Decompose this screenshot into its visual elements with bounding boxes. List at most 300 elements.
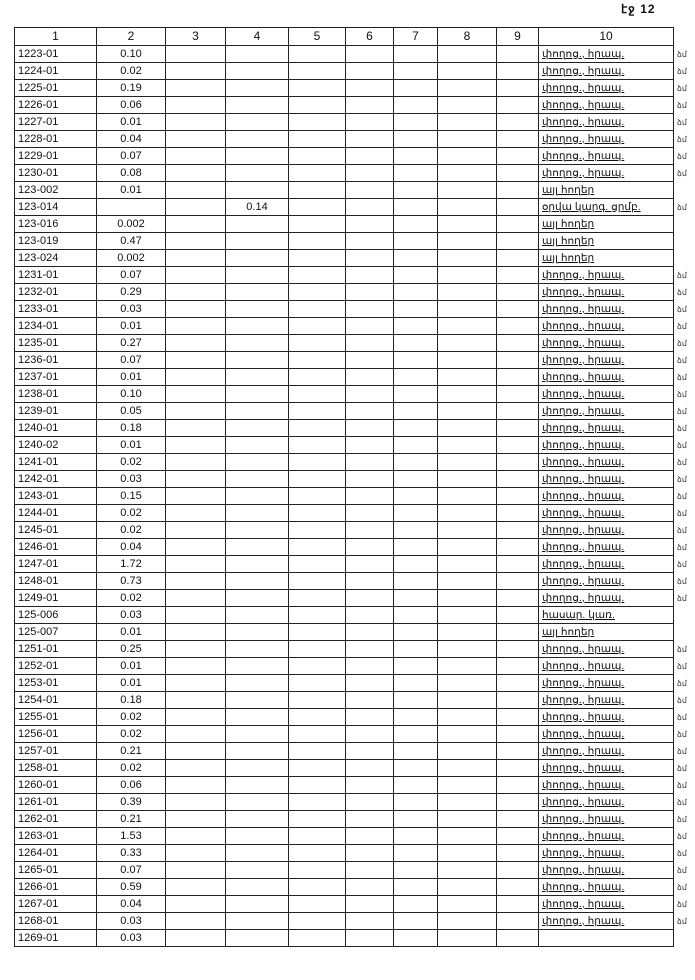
empty-cell	[289, 862, 346, 879]
empty-cell	[289, 641, 346, 658]
land-use: փողոց., հրապ.	[539, 913, 674, 930]
area-value-col4	[226, 114, 289, 131]
parcel-code: 125-006	[15, 607, 97, 624]
empty-cell	[289, 301, 346, 318]
land-use: փողոց., հրապ.	[539, 318, 674, 335]
empty-cell	[438, 403, 497, 420]
margin-mark: ձմ	[677, 865, 687, 875]
area-value-col4	[226, 46, 289, 63]
empty-cell	[438, 539, 497, 556]
margin-mark: ձմ	[677, 814, 687, 824]
table-row	[15, 318, 674, 335]
empty-cell	[166, 267, 226, 284]
empty-cell	[394, 114, 438, 131]
empty-cell	[166, 658, 226, 675]
column-header-7: 7	[394, 28, 438, 46]
table-row	[15, 403, 674, 420]
table-row	[15, 46, 674, 63]
area-value-col4	[226, 828, 289, 845]
empty-cell	[346, 403, 394, 420]
empty-cell	[394, 845, 438, 862]
margin-mark: ձմ	[677, 899, 687, 909]
empty-cell	[497, 743, 539, 760]
empty-cell	[438, 743, 497, 760]
empty-cell	[438, 386, 497, 403]
empty-cell	[289, 182, 346, 199]
area-value-col4	[226, 386, 289, 403]
empty-cell	[394, 913, 438, 930]
land-use: փողոց., հրապ.	[539, 726, 674, 743]
parcel-code: 1229-01	[15, 148, 97, 165]
empty-cell	[166, 539, 226, 556]
margin-mark: ձմ	[677, 916, 687, 926]
empty-cell	[438, 335, 497, 352]
empty-cell	[166, 301, 226, 318]
empty-cell	[166, 114, 226, 131]
empty-cell	[289, 539, 346, 556]
land-use: փողոց., հրապ.	[539, 454, 674, 471]
land-use: փողոց., հրապ.	[539, 131, 674, 148]
empty-cell	[289, 114, 346, 131]
area-value: 0.25	[97, 641, 166, 658]
margin-mark: ձմ	[677, 746, 687, 756]
empty-cell	[497, 63, 539, 80]
area-value-col4	[226, 369, 289, 386]
area-value: 0.02	[97, 709, 166, 726]
empty-cell	[394, 556, 438, 573]
table-row	[15, 233, 674, 250]
empty-cell	[394, 471, 438, 488]
area-value: 0.02	[97, 726, 166, 743]
land-use: փողոց., հրապ.	[539, 811, 674, 828]
table-row	[15, 556, 674, 573]
empty-cell	[346, 539, 394, 556]
area-value: 0.03	[97, 471, 166, 488]
empty-cell	[438, 726, 497, 743]
empty-cell	[346, 369, 394, 386]
area-value: 0.02	[97, 590, 166, 607]
margin-mark: ձմ	[677, 134, 687, 144]
parcel-code: 1243-01	[15, 488, 97, 505]
area-value-col4	[226, 726, 289, 743]
area-value-col4	[226, 794, 289, 811]
empty-cell	[289, 726, 346, 743]
parcel-code: 1248-01	[15, 573, 97, 590]
land-use: փողոց., հրապ.	[539, 556, 674, 573]
empty-cell	[438, 896, 497, 913]
table-row	[15, 284, 674, 301]
empty-cell	[497, 403, 539, 420]
empty-cell	[166, 845, 226, 862]
table-row	[15, 862, 674, 879]
area-value-col4	[226, 471, 289, 488]
land-use: փողոց., հրապ.	[539, 879, 674, 896]
table-row	[15, 794, 674, 811]
table-row	[15, 148, 674, 165]
empty-cell	[166, 182, 226, 199]
empty-cell	[497, 726, 539, 743]
empty-cell	[497, 590, 539, 607]
land-use: փողոց., հրապ.	[539, 743, 674, 760]
empty-cell	[346, 522, 394, 539]
empty-cell	[497, 131, 539, 148]
empty-cell	[438, 522, 497, 539]
margin-mark: ձմ	[677, 423, 687, 433]
area-value-col4	[226, 335, 289, 352]
empty-cell	[289, 216, 346, 233]
empty-cell	[438, 862, 497, 879]
empty-cell	[166, 607, 226, 624]
parcel-code: 1224-01	[15, 63, 97, 80]
column-header-10: 10	[539, 28, 674, 46]
empty-cell	[166, 896, 226, 913]
area-value-col4	[226, 437, 289, 454]
empty-cell	[394, 403, 438, 420]
empty-cell	[438, 318, 497, 335]
empty-cell	[394, 641, 438, 658]
margin-mark: ձմ	[677, 474, 687, 484]
empty-cell	[289, 777, 346, 794]
area-value-col4	[226, 862, 289, 879]
area-value-col4	[226, 675, 289, 692]
table-row	[15, 488, 674, 505]
parcel-code: 1246-01	[15, 539, 97, 556]
empty-cell	[497, 811, 539, 828]
table-row	[15, 335, 674, 352]
parcel-code: 1232-01	[15, 284, 97, 301]
empty-cell	[346, 692, 394, 709]
empty-cell	[497, 97, 539, 114]
empty-cell	[289, 148, 346, 165]
empty-cell	[166, 930, 226, 947]
empty-cell	[166, 199, 226, 216]
area-value: 0.01	[97, 624, 166, 641]
area-value-col4	[226, 760, 289, 777]
table-row	[15, 811, 674, 828]
parcel-code: 1238-01	[15, 386, 97, 403]
empty-cell	[497, 284, 539, 301]
empty-cell	[289, 590, 346, 607]
empty-cell	[289, 522, 346, 539]
area-value: 0.21	[97, 811, 166, 828]
empty-cell	[289, 131, 346, 148]
empty-cell	[346, 165, 394, 182]
empty-cell	[289, 386, 346, 403]
empty-cell	[394, 607, 438, 624]
land-use: փողոց., հրապ.	[539, 403, 674, 420]
empty-cell	[497, 216, 539, 233]
land-use: այլ հողեր	[539, 624, 674, 641]
empty-cell	[497, 454, 539, 471]
empty-cell	[166, 148, 226, 165]
empty-cell	[289, 794, 346, 811]
area-value-col4	[226, 233, 289, 250]
empty-cell	[346, 777, 394, 794]
margin-mark: ձմ	[677, 780, 687, 790]
area-value-col4	[226, 131, 289, 148]
land-use: փողոց., հրապ.	[539, 46, 674, 63]
table-row	[15, 777, 674, 794]
area-value-col4	[226, 267, 289, 284]
empty-cell	[166, 709, 226, 726]
table-row	[15, 845, 674, 862]
area-value-col4	[226, 658, 289, 675]
land-use: փողոց., հրապ.	[539, 80, 674, 97]
empty-cell	[289, 233, 346, 250]
land-parcel-table	[14, 27, 674, 947]
area-value: 0.02	[97, 522, 166, 539]
empty-cell	[394, 182, 438, 199]
empty-cell	[438, 658, 497, 675]
parcel-code: 123-024	[15, 250, 97, 267]
column-header-1: 1	[15, 28, 97, 46]
empty-cell	[394, 97, 438, 114]
empty-cell	[438, 148, 497, 165]
empty-cell	[497, 420, 539, 437]
area-value: 0.21	[97, 743, 166, 760]
table-row	[15, 760, 674, 777]
empty-cell	[394, 437, 438, 454]
empty-cell	[346, 726, 394, 743]
empty-cell	[394, 131, 438, 148]
empty-cell	[289, 607, 346, 624]
empty-cell	[497, 777, 539, 794]
empty-cell	[166, 403, 226, 420]
land-use: փողոց., հրապ.	[539, 284, 674, 301]
empty-cell	[346, 335, 394, 352]
parcel-code: 1258-01	[15, 760, 97, 777]
parcel-code: 1223-01	[15, 46, 97, 63]
area-value-col4	[226, 301, 289, 318]
empty-cell	[289, 505, 346, 522]
empty-cell	[394, 199, 438, 216]
parcel-code: 1260-01	[15, 777, 97, 794]
parcel-code: 123-016	[15, 216, 97, 233]
table-row	[15, 471, 674, 488]
empty-cell	[166, 862, 226, 879]
empty-cell	[346, 46, 394, 63]
empty-cell	[289, 556, 346, 573]
empty-cell	[438, 641, 497, 658]
empty-cell	[346, 573, 394, 590]
parcel-code: 1249-01	[15, 590, 97, 607]
empty-cell	[166, 743, 226, 760]
empty-cell	[166, 590, 226, 607]
area-value: 0.01	[97, 437, 166, 454]
margin-mark: ձմ	[677, 763, 687, 773]
table-row	[15, 114, 674, 131]
area-value: 0.01	[97, 318, 166, 335]
margin-mark: ձմ	[677, 287, 687, 297]
empty-cell	[166, 913, 226, 930]
land-use: փողոց., հրապ.	[539, 165, 674, 182]
empty-cell	[166, 505, 226, 522]
area-value: 1.53	[97, 828, 166, 845]
table-row	[15, 641, 674, 658]
empty-cell	[497, 896, 539, 913]
parcel-code: 1228-01	[15, 131, 97, 148]
empty-cell	[346, 505, 394, 522]
empty-cell	[394, 46, 438, 63]
land-use: այլ հողեր	[539, 216, 674, 233]
empty-cell	[394, 794, 438, 811]
empty-cell	[438, 80, 497, 97]
empty-cell	[166, 352, 226, 369]
empty-cell	[497, 573, 539, 590]
empty-cell	[497, 930, 539, 947]
land-use: փողոց., հրապ.	[539, 641, 674, 658]
land-use: փողոց., հրապ.	[539, 352, 674, 369]
column-header-2: 2	[97, 28, 166, 46]
empty-cell	[394, 862, 438, 879]
empty-cell	[438, 454, 497, 471]
area-value-col4	[226, 80, 289, 97]
empty-cell	[166, 777, 226, 794]
area-value-col4	[226, 182, 289, 199]
empty-cell	[346, 250, 394, 267]
area-value-col4	[226, 352, 289, 369]
empty-cell	[497, 539, 539, 556]
land-use: փողոց., հրապ.	[539, 335, 674, 352]
parcel-code: 1241-01	[15, 454, 97, 471]
area-value-col4	[226, 913, 289, 930]
area-value: 0.06	[97, 97, 166, 114]
empty-cell	[497, 148, 539, 165]
empty-cell	[166, 454, 226, 471]
parcel-code: 123-014	[15, 199, 97, 216]
empty-cell	[438, 505, 497, 522]
table-row	[15, 505, 674, 522]
empty-cell	[497, 862, 539, 879]
area-value-col4	[226, 488, 289, 505]
area-value: 0.06	[97, 777, 166, 794]
empty-cell	[289, 369, 346, 386]
area-value-col4	[226, 539, 289, 556]
empty-cell	[497, 709, 539, 726]
area-value-col4	[226, 284, 289, 301]
empty-cell	[166, 46, 226, 63]
area-value: 0.47	[97, 233, 166, 250]
empty-cell	[438, 471, 497, 488]
land-use: փողոց., հրապ.	[539, 488, 674, 505]
table-row	[15, 369, 674, 386]
area-value: 0.15	[97, 488, 166, 505]
empty-cell	[438, 63, 497, 80]
margin-mark: ձմ	[677, 83, 687, 93]
parcel-code: 1236-01	[15, 352, 97, 369]
empty-cell	[438, 131, 497, 148]
empty-cell	[166, 97, 226, 114]
empty-cell	[346, 760, 394, 777]
empty-cell	[394, 386, 438, 403]
land-use: փողոց., հրապ.	[539, 573, 674, 590]
land-use: փողոց., հրապ.	[539, 760, 674, 777]
table-row	[15, 250, 674, 267]
empty-cell	[346, 879, 394, 896]
empty-cell	[438, 845, 497, 862]
table-row	[15, 182, 674, 199]
parcel-code: 1225-01	[15, 80, 97, 97]
land-use: փողոց., հրապ.	[539, 658, 674, 675]
margin-mark: ձմ	[677, 100, 687, 110]
empty-cell	[394, 63, 438, 80]
margin-mark: ձմ	[677, 202, 687, 212]
land-use: փողոց., հրապ.	[539, 369, 674, 386]
land-use: հասար. կառ.	[539, 607, 674, 624]
parcel-code: 1255-01	[15, 709, 97, 726]
empty-cell	[166, 369, 226, 386]
empty-cell	[394, 301, 438, 318]
margin-mark: ձմ	[677, 729, 687, 739]
parcel-code: 1261-01	[15, 794, 97, 811]
empty-cell	[346, 828, 394, 845]
empty-cell	[289, 63, 346, 80]
parcel-code: 1237-01	[15, 369, 97, 386]
table-row	[15, 743, 674, 760]
empty-cell	[438, 267, 497, 284]
header-row	[15, 28, 674, 46]
empty-cell	[438, 352, 497, 369]
empty-cell	[497, 624, 539, 641]
table-row	[15, 216, 674, 233]
empty-cell	[289, 267, 346, 284]
column-header-6: 6	[346, 28, 394, 46]
empty-cell	[289, 165, 346, 182]
parcel-code: 1268-01	[15, 913, 97, 930]
land-use: փողոց., հրապ.	[539, 845, 674, 862]
empty-cell	[166, 250, 226, 267]
empty-cell	[497, 556, 539, 573]
parcel-code: 1230-01	[15, 165, 97, 182]
land-use: փողոց., հրապ.	[539, 505, 674, 522]
empty-cell	[166, 80, 226, 97]
empty-cell	[438, 794, 497, 811]
empty-cell	[438, 930, 497, 947]
empty-cell	[497, 760, 539, 777]
empty-cell	[346, 386, 394, 403]
margin-mark: ձմ	[677, 848, 687, 858]
land-use: փողոց., հրապ.	[539, 420, 674, 437]
empty-cell	[166, 284, 226, 301]
area-value-col4	[226, 607, 289, 624]
empty-cell	[497, 301, 539, 318]
column-header-9: 9	[497, 28, 539, 46]
area-value-col4	[226, 250, 289, 267]
area-value: 0.01	[97, 658, 166, 675]
empty-cell	[346, 97, 394, 114]
empty-cell	[289, 709, 346, 726]
parcel-code: 123-019	[15, 233, 97, 250]
margin-mark: ձմ	[677, 695, 687, 705]
empty-cell	[346, 862, 394, 879]
empty-cell	[497, 318, 539, 335]
empty-cell	[289, 845, 346, 862]
area-value-col4	[226, 165, 289, 182]
empty-cell	[394, 335, 438, 352]
table-row	[15, 199, 674, 216]
area-value-col4	[226, 556, 289, 573]
land-use: փողոց., հրապ.	[539, 471, 674, 488]
empty-cell	[438, 760, 497, 777]
parcel-code: 1231-01	[15, 267, 97, 284]
land-use: փողոց., հրապ.	[539, 386, 674, 403]
empty-cell	[289, 624, 346, 641]
margin-mark: ձմ	[677, 270, 687, 280]
parcel-code: 1226-01	[15, 97, 97, 114]
table-row	[15, 624, 674, 641]
margin-mark: ձմ	[677, 389, 687, 399]
area-value: 0.03	[97, 913, 166, 930]
